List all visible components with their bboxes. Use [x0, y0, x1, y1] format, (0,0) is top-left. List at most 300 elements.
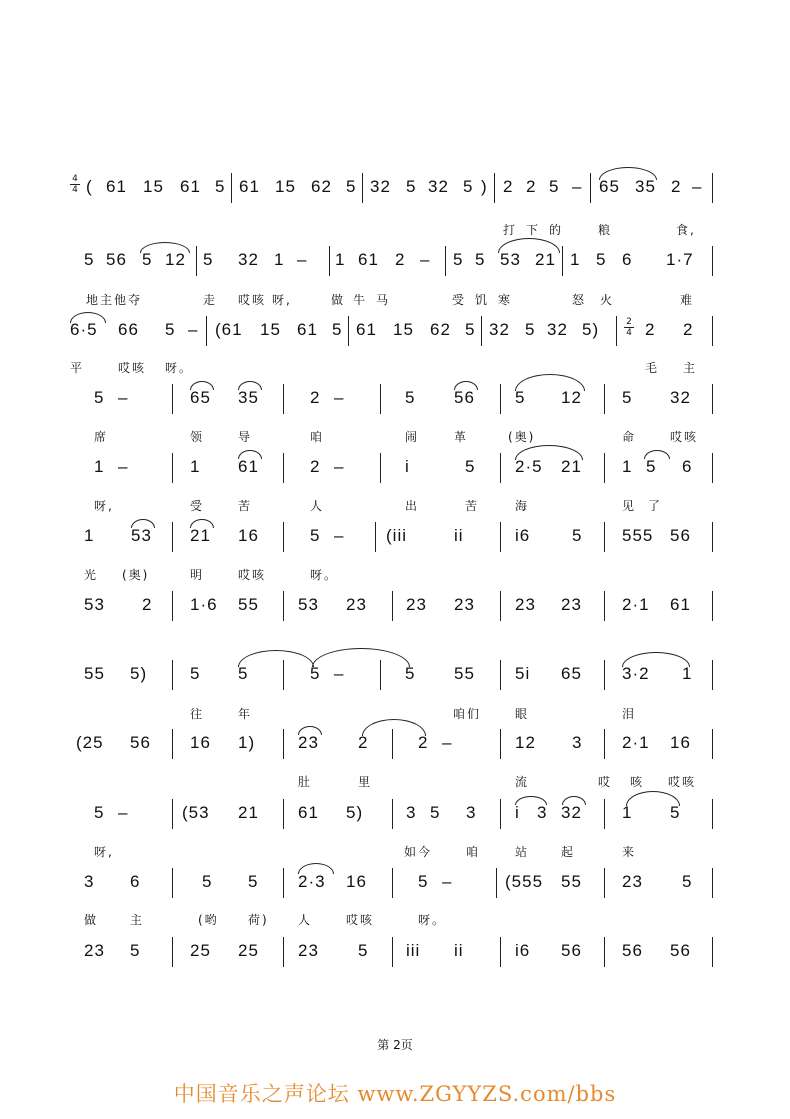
note: – — [118, 388, 129, 407]
note: 2·5 — [515, 457, 543, 476]
note: 5 — [596, 250, 607, 269]
note: 21 — [238, 803, 259, 822]
note: 61 — [239, 177, 260, 196]
note: – — [442, 872, 453, 891]
note: 23 — [346, 595, 367, 614]
note: 56 — [454, 388, 475, 407]
barline — [348, 316, 349, 346]
note: 56 — [130, 733, 151, 752]
barline — [392, 729, 393, 759]
lyric: 站 — [515, 845, 530, 859]
barline — [616, 316, 617, 346]
note: 23 — [298, 941, 319, 960]
lyric: 流 — [515, 775, 530, 789]
note: 5 — [84, 250, 95, 269]
barline — [712, 384, 713, 414]
note: 2 — [310, 388, 321, 407]
note: 3 — [84, 872, 95, 891]
barline — [604, 384, 605, 414]
barline — [712, 591, 713, 621]
note: 23 — [406, 595, 427, 614]
note: 25 — [238, 941, 259, 960]
note: – — [692, 177, 703, 196]
barline — [172, 453, 173, 483]
note: 16 — [190, 733, 211, 752]
note: 1 — [335, 250, 346, 269]
note: (555 — [505, 872, 544, 891]
barline — [392, 937, 393, 967]
lyric: 席 — [94, 430, 109, 444]
note: 5 — [549, 177, 560, 196]
note: (iii — [386, 526, 407, 545]
note: 5 — [418, 872, 429, 891]
barline — [500, 453, 501, 483]
barline — [172, 937, 173, 967]
barline — [712, 868, 713, 898]
note: iii — [406, 941, 421, 960]
note: ii — [454, 526, 464, 545]
lyric: 受 — [452, 293, 467, 307]
lyric: 做 — [331, 293, 346, 307]
barline — [206, 316, 207, 346]
lyric: 哎咳 — [238, 568, 267, 582]
barline — [375, 522, 376, 552]
note: 5 — [406, 177, 417, 196]
lyric: 地主他夺 — [86, 293, 143, 307]
barline — [283, 937, 284, 967]
note: 3 — [406, 803, 417, 822]
barline — [172, 591, 173, 621]
barline — [172, 729, 173, 759]
note: 5 — [682, 872, 693, 891]
barline — [283, 453, 284, 483]
note: 32 — [670, 388, 691, 407]
note: 16 — [670, 733, 691, 752]
barline — [604, 937, 605, 967]
note: 5 — [405, 664, 416, 683]
note: 555 — [622, 526, 654, 545]
lyric: 人 — [310, 499, 325, 513]
slur — [238, 650, 314, 667]
lyric: 火 — [600, 293, 615, 307]
lyric: 肚 — [298, 775, 313, 789]
note: 1 — [682, 664, 693, 683]
note: 5 — [346, 177, 357, 196]
time-signature-2-4: 2 4 — [624, 317, 634, 338]
note: 5 — [465, 457, 476, 476]
lyric: 领 — [190, 430, 205, 444]
note: – — [334, 388, 345, 407]
lyric: 主 — [683, 361, 698, 375]
barline — [283, 799, 284, 829]
barline — [712, 729, 713, 759]
lyric: 怒 — [572, 293, 587, 307]
note: 32 — [561, 803, 582, 822]
note: 6 — [682, 457, 693, 476]
lyric: 下 — [526, 223, 541, 237]
note: 1·7 — [666, 250, 694, 269]
lyric: 泪 — [622, 707, 637, 721]
note: 2 — [645, 320, 656, 339]
lyric: 革 — [454, 430, 469, 444]
lyric: 海 — [515, 499, 530, 513]
note: 5 — [646, 457, 657, 476]
note: 5 — [248, 872, 259, 891]
note: 5) — [582, 320, 600, 339]
lyric: 咱 — [310, 430, 325, 444]
barline — [604, 729, 605, 759]
note: 5 — [358, 941, 369, 960]
note: 5 — [405, 388, 416, 407]
note: 1 — [190, 457, 201, 476]
barline — [604, 453, 605, 483]
barline — [231, 173, 232, 203]
note: 5 — [465, 320, 476, 339]
lyric: 呀。 — [310, 568, 339, 582]
note: 56 — [670, 526, 691, 545]
note: 3 — [572, 733, 583, 752]
note: 16 — [346, 872, 367, 891]
note: 1) — [238, 733, 256, 752]
note: 32 — [428, 177, 449, 196]
barline — [172, 522, 173, 552]
note: 53 — [131, 526, 152, 545]
barline — [392, 591, 393, 621]
barline — [380, 660, 381, 690]
lyric: 呀, — [94, 499, 114, 513]
lyric: 做 — [84, 913, 99, 927]
note: 55 — [454, 664, 475, 683]
barline — [712, 173, 713, 203]
barline — [500, 729, 501, 759]
note: 23 — [561, 595, 582, 614]
note: 2·1 — [622, 595, 650, 614]
lyric: 牛 — [353, 293, 368, 307]
note: 23 — [298, 733, 319, 752]
lyric: 闹 — [405, 430, 420, 444]
lyric: (哟 — [198, 913, 219, 927]
note: 15 — [260, 320, 281, 339]
note: 65 — [561, 664, 582, 683]
note: 1 — [84, 526, 95, 545]
note: 5 — [453, 250, 464, 269]
note: 21 — [561, 457, 582, 476]
note: 5 — [463, 177, 474, 196]
note: 66 — [118, 320, 139, 339]
note: 12 — [165, 250, 186, 269]
note: 12 — [515, 733, 536, 752]
note: i6 — [515, 526, 531, 545]
lyric: 毛 — [645, 361, 660, 375]
note: 5 — [475, 250, 486, 269]
note: 2 — [418, 733, 429, 752]
note: 53 — [84, 595, 105, 614]
note: 5i — [515, 664, 531, 683]
note: 1 — [570, 250, 581, 269]
note: 32 — [238, 250, 259, 269]
barline — [604, 591, 605, 621]
note: 5 — [165, 320, 176, 339]
note: 23 — [622, 872, 643, 891]
note: 61 — [106, 177, 127, 196]
lyric: 哎咳 — [670, 430, 699, 444]
note: 32 — [489, 320, 510, 339]
lyric: 饥 — [475, 293, 490, 307]
barline — [712, 453, 713, 483]
note: 61 — [358, 250, 379, 269]
note: (61 — [215, 320, 243, 339]
lyric: 咳 — [630, 775, 645, 789]
barline — [445, 246, 446, 276]
barline — [500, 384, 501, 414]
lyric: 打 — [503, 223, 518, 237]
lyric: 苦 — [238, 499, 253, 513]
note: – — [572, 177, 583, 196]
note: – — [118, 803, 129, 822]
barline — [500, 799, 501, 829]
lyric: 年 — [238, 707, 253, 721]
barline — [500, 522, 501, 552]
lyric: 眼 — [515, 707, 530, 721]
barline — [172, 384, 173, 414]
note: 61 — [297, 320, 318, 339]
lyric: 哎咳 — [238, 293, 267, 307]
note: – — [334, 664, 345, 683]
note: i — [515, 803, 520, 822]
note: 6·5 — [70, 320, 98, 339]
note: 61 — [298, 803, 319, 822]
barline — [172, 868, 173, 898]
note: 15 — [393, 320, 414, 339]
note: 5 — [215, 177, 226, 196]
slur — [312, 648, 410, 667]
note: 3 — [466, 803, 477, 822]
note: 5) — [346, 803, 364, 822]
note: 5 — [94, 388, 105, 407]
note: 5 — [203, 250, 214, 269]
barline — [283, 660, 284, 690]
note: 62 — [311, 177, 332, 196]
barline — [283, 729, 284, 759]
barline — [172, 799, 173, 829]
note: 5 — [430, 803, 441, 822]
note: 2 — [503, 177, 514, 196]
lyric: 平 — [70, 361, 85, 375]
note: ( — [86, 177, 93, 196]
barline — [712, 660, 713, 690]
note: 61 — [238, 457, 259, 476]
note: 53 — [298, 595, 319, 614]
barline — [196, 246, 197, 276]
note: 5 — [310, 526, 321, 545]
barline — [712, 937, 713, 967]
lyric: 受 — [190, 499, 205, 513]
lyric: 导 — [238, 430, 253, 444]
note: 23 — [84, 941, 105, 960]
note: 5 — [572, 526, 583, 545]
barline — [380, 453, 381, 483]
note: 61 — [670, 595, 691, 614]
note: 32 — [547, 320, 568, 339]
note: 56 — [106, 250, 127, 269]
lyric: (奥) — [508, 430, 536, 444]
note: i — [405, 457, 410, 476]
lyric: 起 — [561, 845, 576, 859]
note: 55 — [238, 595, 259, 614]
note: 55 — [84, 664, 105, 683]
lyric: 马 — [376, 293, 391, 307]
note: 2·1 — [622, 733, 650, 752]
note: 5 — [94, 803, 105, 822]
time-signature-4-4: 4 4 — [70, 174, 80, 195]
note: 1 — [274, 250, 285, 269]
note: 5 — [670, 803, 681, 822]
barline — [712, 246, 713, 276]
note: 23 — [454, 595, 475, 614]
note: ) — [481, 177, 488, 196]
note: 61 — [356, 320, 377, 339]
barline — [392, 799, 393, 829]
note: 35 — [238, 388, 259, 407]
note: 25 — [190, 941, 211, 960]
note: – — [442, 733, 453, 752]
note: 61 — [180, 177, 201, 196]
site-watermark: 中国音乐之声论坛 www.ZGYYZS.com/bbs — [173, 1082, 617, 1106]
barline — [283, 522, 284, 552]
note: 56 — [622, 941, 643, 960]
note: 1 — [94, 457, 105, 476]
lyric: (奥) — [122, 568, 150, 582]
note: (25 — [76, 733, 104, 752]
barline — [481, 316, 482, 346]
note: i6 — [515, 941, 531, 960]
note: 2 — [395, 250, 406, 269]
barline — [283, 868, 284, 898]
note: – — [420, 250, 431, 269]
note: 23 — [515, 595, 536, 614]
barline — [380, 384, 381, 414]
lyric: 寒 — [498, 293, 513, 307]
barline — [562, 246, 563, 276]
lyric: 如今 — [404, 845, 433, 859]
note: – — [188, 320, 199, 339]
note: 2 — [683, 320, 694, 339]
barline — [604, 799, 605, 829]
note: 21 — [190, 526, 211, 545]
note: 21 — [535, 250, 556, 269]
note: 56 — [670, 941, 691, 960]
lyric: 呀, — [94, 845, 114, 859]
lyric: 人 — [298, 913, 313, 927]
lyric: 往 — [190, 707, 205, 721]
note: 62 — [430, 320, 451, 339]
note: 5 — [332, 320, 343, 339]
note: 2 — [142, 595, 153, 614]
note: 12 — [561, 388, 582, 407]
page-number: 第 2页 — [377, 1038, 413, 1052]
note: 15 — [275, 177, 296, 196]
lyric: 主 — [130, 913, 145, 927]
lyric: 出 — [405, 499, 420, 513]
barline — [392, 868, 393, 898]
note: 5 — [238, 664, 249, 683]
lyric: 呀, — [272, 293, 292, 307]
barline — [494, 173, 495, 203]
lyric: 光 — [84, 568, 99, 582]
barline — [712, 316, 713, 346]
note: 35 — [635, 177, 656, 196]
barline — [500, 660, 501, 690]
lyric: 咱 — [466, 845, 481, 859]
note: 5 — [130, 941, 141, 960]
note: 65 — [190, 388, 211, 407]
lyric: 见 — [622, 499, 637, 513]
note: 2 — [526, 177, 537, 196]
note: 2·3 — [298, 872, 326, 891]
note: 6 — [130, 872, 141, 891]
note: 5 — [142, 250, 153, 269]
barline — [172, 660, 173, 690]
note: 5 — [525, 320, 536, 339]
note: – — [297, 250, 308, 269]
note: 5) — [130, 664, 148, 683]
barline — [604, 660, 605, 690]
note: 5 — [310, 664, 321, 683]
barline — [496, 868, 497, 898]
barline — [362, 173, 363, 203]
lyric: 了 — [648, 499, 663, 513]
lyric: 明 — [190, 568, 205, 582]
note: 16 — [238, 526, 259, 545]
note: 3·2 — [622, 664, 650, 683]
note: 3 — [537, 803, 548, 822]
slur — [362, 719, 426, 736]
lyric: 荷) — [248, 913, 269, 927]
note: – — [118, 457, 129, 476]
note: 15 — [143, 177, 164, 196]
lyric: 食, — [676, 223, 696, 237]
note: 1·6 — [190, 595, 218, 614]
note: 5 — [190, 664, 201, 683]
lyric: 命 — [622, 430, 637, 444]
note: 1 — [622, 457, 633, 476]
lyric: 咱们 — [453, 707, 482, 721]
note: 56 — [561, 941, 582, 960]
barline — [590, 173, 591, 203]
barline — [500, 937, 501, 967]
note: 2 — [310, 457, 321, 476]
note: 53 — [500, 250, 521, 269]
barline — [283, 384, 284, 414]
note: 55 — [561, 872, 582, 891]
note: 5 — [202, 872, 213, 891]
lyric: 里 — [358, 775, 373, 789]
note: 65 — [599, 177, 620, 196]
lyric: 苦 — [465, 499, 480, 513]
lyric: 呀。 — [418, 913, 447, 927]
lyric: 哎咳 — [346, 913, 375, 927]
lyric: 来 — [622, 845, 637, 859]
note: (53 — [182, 803, 210, 822]
barline — [329, 246, 330, 276]
lyric: 哎咳 — [668, 775, 697, 789]
lyric: 走 — [203, 293, 218, 307]
note: 1 — [622, 803, 633, 822]
barline — [283, 591, 284, 621]
note: – — [334, 457, 345, 476]
note: 32 — [370, 177, 391, 196]
note: 2 — [358, 733, 369, 752]
